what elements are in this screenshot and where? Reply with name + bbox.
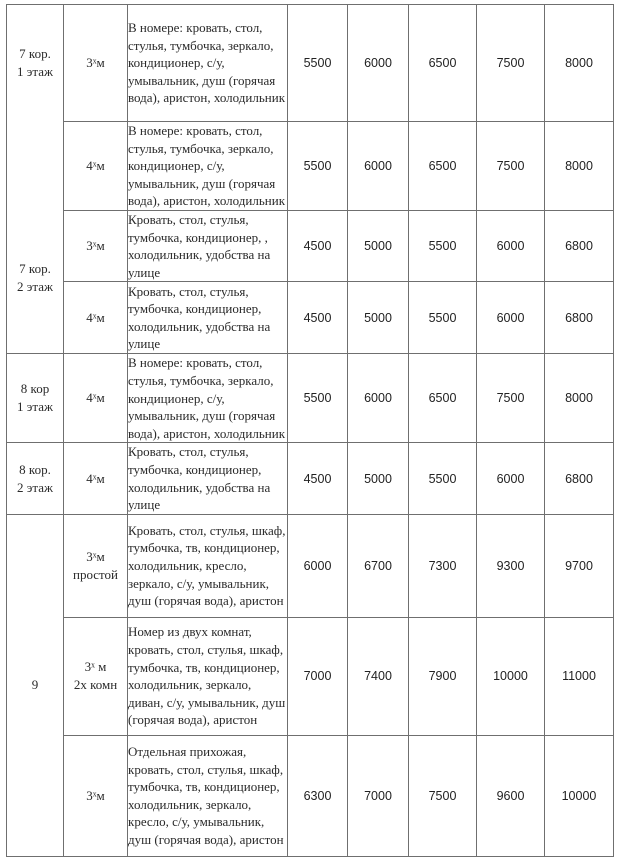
price-cell: 7000 — [288, 617, 348, 735]
price-cell: 6000 — [477, 443, 545, 514]
room-type-label: 3ˣм — [86, 55, 105, 70]
price-cell: 7500 — [477, 354, 545, 443]
building-cell-continued — [7, 122, 64, 211]
price-cell: 5500 — [409, 443, 477, 514]
price-cell: 8000 — [545, 5, 614, 122]
room-type-cell — [64, 122, 128, 211]
building-cell — [7, 260, 64, 354]
price-cell: 5500 — [288, 354, 348, 443]
price-cell: 6800 — [545, 211, 614, 282]
building-label-line1: 7 кор. — [19, 46, 51, 62]
room-type-cell — [64, 211, 128, 282]
room-description: Кровать, стол, стулья, шкаф, тумбочка, тв, кондиционер, холодильник, кресло, зеркало, с/у, умывальник, душ (горячая вода), аристон — [128, 514, 288, 617]
building-cell — [7, 5, 64, 122]
table-row — [7, 617, 614, 735]
table-row — [7, 122, 614, 211]
price-cell: 9700 — [545, 514, 614, 617]
price-cell: 7500 — [477, 5, 545, 122]
price-cell: 6000 — [288, 514, 348, 617]
building-label-line2: 1 этаж — [17, 399, 53, 415]
room-type-cell — [64, 514, 128, 617]
price-cell: 4500 — [288, 282, 348, 354]
room-description: В номере: кровать, стол, стулья, тумбочка, зеркало, кондиционер, с/у, умывальник, душ (горячая вода), аристон, холодильник — [128, 122, 288, 211]
room-type-label: 4ˣм — [86, 309, 105, 325]
price-cell: 4500 — [288, 443, 348, 514]
price-cell: 5000 — [348, 211, 409, 282]
table-row — [7, 211, 614, 282]
price-cell: 5500 — [409, 282, 477, 354]
building-label-line2: 1 этаж — [17, 64, 53, 80]
room-type-label: 4ˣм — [86, 158, 105, 173]
room-type-label: 4ˣм — [86, 470, 105, 486]
building-cell — [7, 443, 64, 514]
room-type-sublabel: 2х комн — [73, 677, 118, 693]
price-cell: 7500 — [477, 122, 545, 211]
price-cell: 10000 — [545, 735, 614, 856]
price-cell: 6500 — [409, 122, 477, 211]
room-type-cell — [64, 5, 128, 122]
table-row — [7, 354, 614, 443]
building-label-line1: 9 — [31, 677, 39, 693]
room-type-sublabel: простой — [72, 566, 119, 582]
price-cell: 8000 — [545, 354, 614, 443]
price-cell: 5000 — [348, 443, 409, 514]
price-cell: 6800 — [545, 443, 614, 514]
price-cell: 6000 — [348, 354, 409, 443]
price-cell: 8000 — [545, 122, 614, 211]
table-row — [7, 282, 614, 354]
price-cell: 7000 — [348, 735, 409, 856]
building-label-line2: 2 этаж — [17, 479, 53, 495]
price-cell: 6000 — [477, 282, 545, 354]
price-cell: 5500 — [288, 122, 348, 211]
building-cell — [7, 354, 64, 443]
price-cell: 5000 — [348, 282, 409, 354]
room-type-cell — [64, 354, 128, 443]
room-type-label: 4ˣм — [86, 390, 105, 406]
room-type-cell — [64, 617, 128, 735]
building-cell — [7, 514, 64, 856]
price-cell: 6000 — [477, 211, 545, 282]
room-description: Номер из двух комнат, кровать, стол, стулья, шкаф, тумбочка, тв, кондиционер, холодильник, зеркало, диван, с/у, умывальник, душ (горячая вода), аристон — [128, 617, 288, 735]
price-cell: 9300 — [477, 514, 545, 617]
price-cell: 5500 — [409, 211, 477, 282]
room-description: Кровать, стол, стулья, тумбочка, кондиционер, , холодильник, удобства на улице — [128, 211, 288, 282]
room-description: В номере: кровать, стол, стулья, тумбочка, зеркало, кондиционер, с/у, умывальник, душ (горячая вода), аристон, холодильник — [128, 354, 288, 443]
building-label-line2: 2 этаж — [17, 278, 53, 294]
price-cell: 6000 — [348, 122, 409, 211]
price-cell: 7500 — [409, 735, 477, 856]
table-row — [7, 735, 614, 856]
room-price-table — [6, 4, 614, 857]
price-cell: 7300 — [409, 514, 477, 617]
building-label-line1: 8 кор — [20, 381, 50, 397]
table-row — [7, 443, 614, 514]
building-label-line1: 7 кор. — [19, 260, 51, 276]
table-row — [7, 5, 614, 122]
room-type-label: 3ˣ м — [84, 659, 107, 675]
building-label-line1: 8 кор. — [19, 461, 51, 477]
room-description: В номере: кровать, стол, стулья, тумбочка, зеркало, кондиционер, с/у, умывальник, душ (горячая вода), аристон, холодильник — [128, 5, 288, 122]
price-cell: 11000 — [545, 617, 614, 735]
room-type-label: 3ˣм — [86, 548, 105, 564]
room-type-label: 3ˣм — [86, 787, 105, 803]
price-cell: 6500 — [409, 5, 477, 122]
price-cell: 6500 — [409, 354, 477, 443]
room-description: Кровать, стол, стулья, тумбочка, кондиционер, холодильник, удобства на улице — [128, 282, 288, 354]
price-cell: 5500 — [288, 5, 348, 122]
room-type-cell — [64, 282, 128, 354]
price-cell: 6800 — [545, 282, 614, 354]
price-cell: 10000 — [477, 617, 545, 735]
price-cell: 9600 — [477, 735, 545, 856]
room-type-cell — [64, 443, 128, 514]
room-type-label: 3ˣм — [86, 238, 105, 254]
price-cell: 6700 — [348, 514, 409, 617]
price-cell: 6300 — [288, 735, 348, 856]
price-cell: 6000 — [348, 5, 409, 122]
table-row — [7, 514, 614, 617]
price-cell: 7400 — [348, 617, 409, 735]
price-cell: 4500 — [288, 211, 348, 282]
room-description: Кровать, стол, стулья, тумбочка, кондиционер, холодильник, удобства на улице — [128, 443, 288, 514]
price-cell: 7900 — [409, 617, 477, 735]
room-description: Отдельная прихожая, кровать, стол, стулья, шкаф, тумбочка, тв, кондиционер, холодильник, зеркало, кресло, с/у, умывальник, душ (горячая вода), аристон — [128, 735, 288, 856]
room-type-cell — [64, 735, 128, 856]
